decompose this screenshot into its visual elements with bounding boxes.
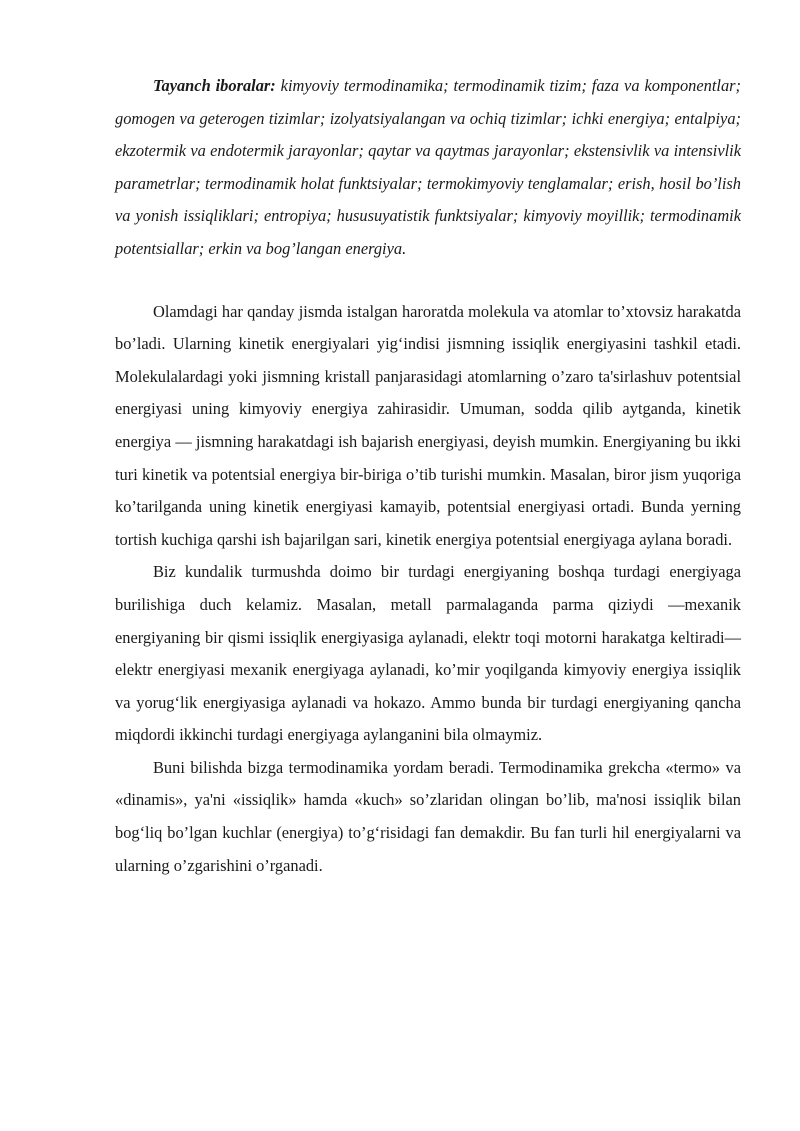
body-paragraph-1: Olamdagi har qanday jismda istalgan haroratda molekula va atomlar to’xtovsiz harakatda bo’ladi. Ularning kinetik energiyalari yig‘indisi jismning issiqlik energiyasini tashkil etadi. Molekulalardagi yoki jismning kristall panjarasidagi atomlarning o’zaro ta'sirlashuv potentsial energiyasi uning kimyoviy energiya zahirasidir. Umuman, sodda qilib aytganda, kinetik energiya — jismning harakatdagi ish bajarish energiyasi, deyish mumkin. Energiyaning bu ikki turi kinetik va potentsial energiya bir-biriga o’tib turishi mumkin. Masalan, biror jism yuqoriga ko’tarilganda uning kinetik energiyasi kamayib, potentsial energiyasi ortadi. Bunda yerning tortish kuchiga qarshi ish bajarilgan sari, kinetik energiya potentsial energiyaga aylana boradi. xyxy=(115,301,741,549)
body-paragraph-3: Buni bilishda bizga termodinamika yordam beradi. Termodinamika grekcha «termo» va «dinamis», ya'ni «issiqlik» hamda «kuch» so’zlaridan olingan bo’lib, ma'nosi issiqlik bilan bog‘liq bo’lgan kuchlar (energiya) to’g‘risidagi fan demakdir. Bu fan turli hil energiyalarni va ularning o’zgarishini o’rganadi. xyxy=(115,757,741,875)
keywords-paragraph xyxy=(115,70,741,266)
body-paragraph-2: Biz kundalik turmushda doimo bir turdagi energiyaning boshqa turdagi energiyaga burilishiga duch kelamiz. Masalan, metall parmalaganda parma qiziydi —mexanik energiyaning bir qismi issiqlik energiyasiga aylanadi, elektr toqi motorni harakatga keltiradi—elektr energiyasi mexanik energiyaga aylanadi, ko’mir yoqilganda kimyoviy energiya issiqlik va yorug‘lik energiyasiga aylanadi va hokazo. Ammo bunda bir turdagi energiyaning qancha miqdordi ikkinchi turdagi energiyaga aylanganini bila olmaymiz. xyxy=(115,562,741,745)
section-gap xyxy=(115,266,741,296)
keywords-label: Tayanch iboralar: xyxy=(153,76,276,95)
document-page xyxy=(115,70,741,882)
keywords-text: kimyoviy termodinamika; termodinamik tizim; faza va komponentlar; gomogen va geterogen tizimlar; izolyatsiyalangan va ochiq tizimlar; ichki energiya; entalpiya; ekzotermik va endotermik jarayonlar; qaytar va qaytmas jarayonlar; ekstensivlik va intensivlik parametrlar; termodinamik holat funktsiyalar; termokimyoviy tenglamalar; erish, hosil bo’lish va yonish issiqliklari; entropiya; hususuyatistik funktsiyalar; kimyoviy moyillik; termodinamik potentsiallar; erkin va bog’langan energiya. xyxy=(115,76,741,258)
